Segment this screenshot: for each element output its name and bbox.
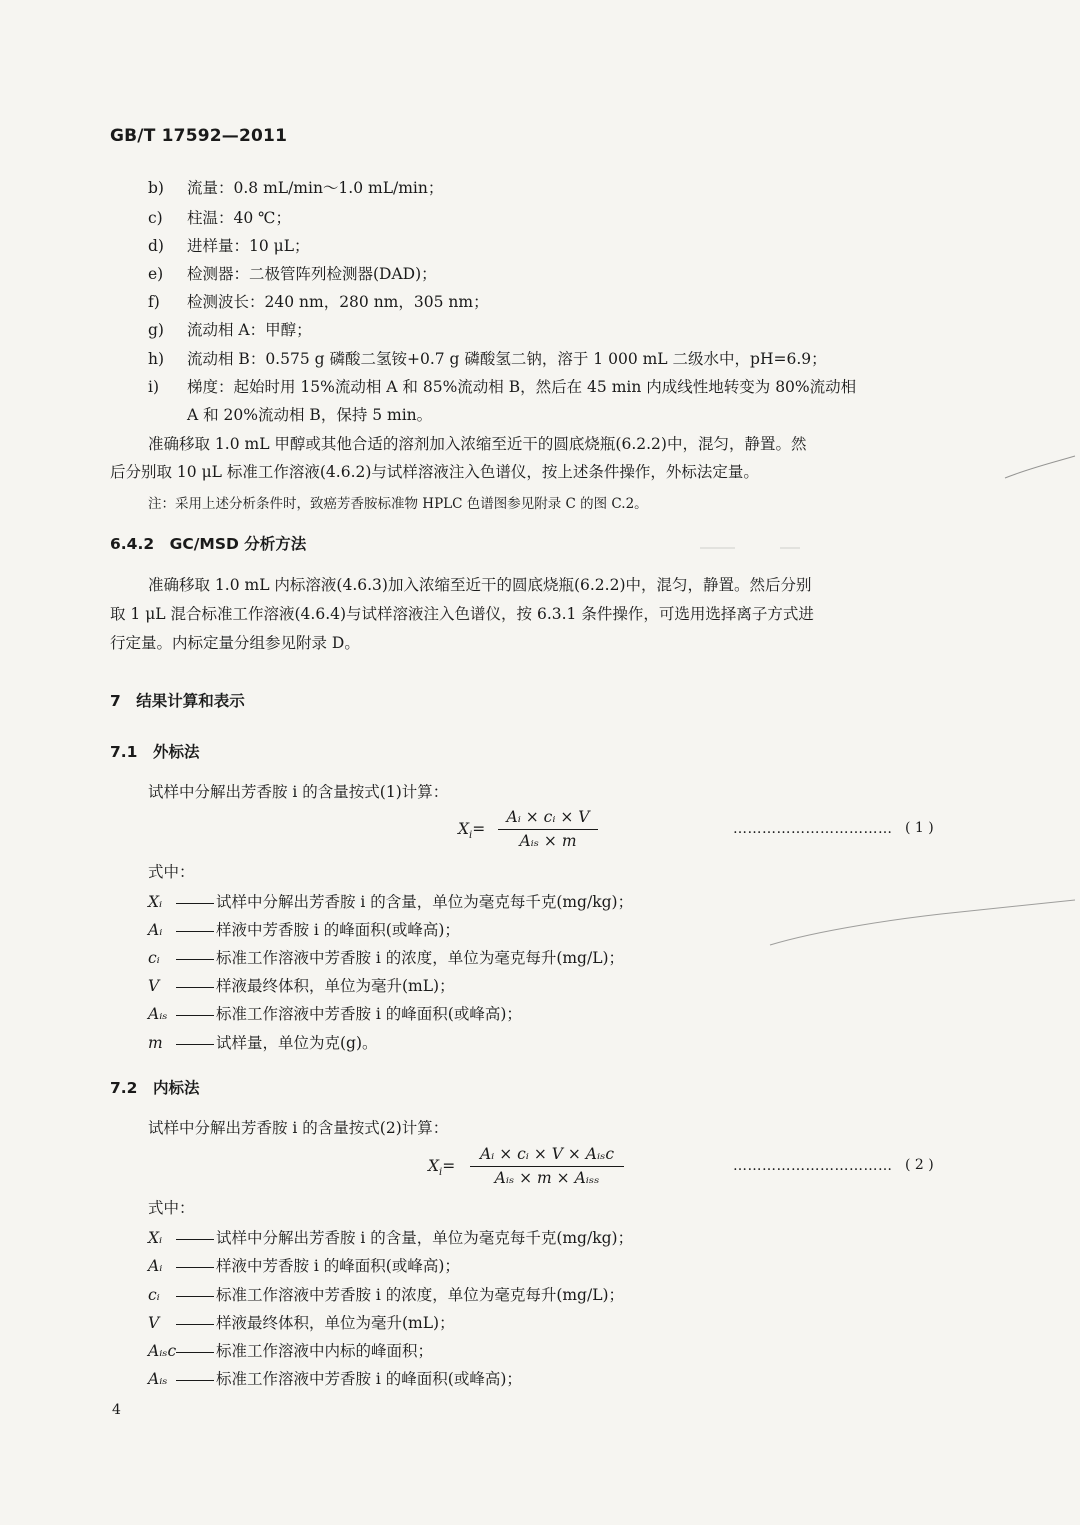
where-label: 式中： [148, 1199, 195, 1217]
list-label: i) [148, 378, 160, 396]
list-label: h) [148, 350, 165, 368]
formula-numerator: Aᵢ × cᵢ × V [506, 808, 590, 826]
variable-row: Xᵢ 试样中分解出芳香胺 i 的含量，单位为毫克每千克(mg/kg)； [148, 893, 634, 911]
variable-row: V 样液最终体积，单位为毫升(mL)； [148, 977, 455, 995]
section-heading-7-1: 7.1 外标法 [110, 743, 200, 761]
variable-row: V 样液最终体积，单位为毫升(mL)； [148, 1314, 455, 1332]
page-number: 4 [112, 1402, 121, 1418]
list-label: d) [148, 237, 164, 255]
equation-number: ( 2 ) [905, 1157, 934, 1173]
standard-header: GB/T 17592—2011 [110, 126, 288, 146]
formula-lhs: $X_i=$ [428, 1157, 456, 1179]
paragraph-line: 准确移取 1.0 mL 内标溶液(4.6.3)加入浓缩至近干的圆底烧瓶(6.2.2)中，混匀，静置。然后分别 [148, 576, 812, 594]
formula-denominator: Aᵢₛ × m × Aᵢₛₛ [494, 1169, 600, 1187]
formula-numerator: Aᵢ × cᵢ × V × Aᵢₛc [479, 1145, 615, 1163]
paragraph-line: 试样中分解出芳香胺 i 的含量按式(1)计算： [148, 783, 449, 801]
list-item: 检测器：二极管阵列检测器(DAD)； [187, 265, 437, 283]
variable-row: Aᵢ 样液中芳香胺 i 的峰面积(或峰高)； [148, 1257, 460, 1275]
leader-dots: …………………………… [733, 821, 893, 837]
section-heading-6-4-2: 6.4.2 GC/MSD 分析方法 [110, 535, 307, 553]
list-label: c) [148, 209, 163, 227]
variable-row: Aᵢₛ 标准工作溶液中芳香胺 i 的峰面积(或峰高)； [148, 1370, 522, 1388]
variable-row: m 试样量，单位为克(g)。 [148, 1034, 378, 1052]
variable-row: cᵢ 标准工作溶液中芳香胺 i 的浓度，单位为毫克每升(mg/L)； [148, 949, 625, 967]
leader-dots: …………………………… [733, 1158, 893, 1174]
variable-row: cᵢ 标准工作溶液中芳香胺 i 的浓度，单位为毫克每升(mg/L)； [148, 1286, 625, 1304]
variable-row: Xᵢ 试样中分解出芳香胺 i 的含量，单位为毫克每千克(mg/kg)； [148, 1229, 634, 1247]
paragraph-line: 行定量。内标定量分组参见附录 D。 [110, 634, 360, 652]
formula-lhs: $X_i=$ [458, 820, 486, 842]
variable-row: Aᵢ 样液中芳香胺 i 的峰面积(或峰高)； [148, 921, 460, 939]
list-item-continuation: A 和 20%流动相 B，保持 5 min。 [187, 406, 433, 424]
list-item: 梯度：起始时用 15%流动相 A 和 85%流动相 B，然后在 45 min 内成线性地转变为 80%流动相 [187, 378, 857, 396]
list-label: e) [148, 265, 164, 283]
variable-row: Aᵢₛc 标准工作溶液中内标的峰面积； [148, 1342, 434, 1360]
list-item: 流动相 A：甲醇； [187, 321, 312, 339]
variable-row: Aᵢₛ 标准工作溶液中芳香胺 i 的峰面积(或峰高)； [148, 1005, 522, 1023]
list-label: f) [148, 293, 160, 311]
paragraph-line: 准确移取 1.0 mL 甲醇或其他合适的溶剂加入浓缩至近干的圆底烧瓶(6.2.2)中，混匀，静置。然 [148, 435, 807, 453]
section-heading-7: 7 结果计算和表示 [110, 692, 245, 710]
note: 注：采用上述分析条件时，致癌芳香胺标准物 HPLC 色谱图参见附录 C 的图 C.2。 [148, 496, 648, 512]
list-item: 流量：0.8 mL/min～1.0 mL/min； [187, 179, 444, 197]
formula-denominator: Aᵢₛ × m [519, 832, 577, 850]
list-item: 柱温：40 ℃； [187, 209, 291, 227]
paragraph-line: 后分别取 10 μL 标准工作溶液(4.6.2)与试样溶液注入色谱仪，按上述条件操作，外标法定量。 [110, 463, 759, 481]
where-label: 式中： [148, 863, 195, 881]
list-item: 流动相 B：0.575 g 磷酸二氢铵+0.7 g 磷酸氢二钠，溶于 1 000 mL 二级水中，pH=6.9； [187, 350, 827, 368]
section-heading-7-2: 7.2 内标法 [110, 1079, 200, 1097]
list-item: 检测波长：240 nm，280 nm，305 nm； [187, 293, 489, 311]
list-label: g) [148, 321, 164, 339]
list-item: 进样量：10 μL； [187, 237, 310, 255]
paragraph-line: 取 1 μL 混合标准工作溶液(4.6.4)与试样溶液注入色谱仪，按 6.3.1 条件操作，可选用选择离子方式进 [110, 605, 814, 623]
paragraph-line: 试样中分解出芳香胺 i 的含量按式(2)计算： [148, 1119, 449, 1137]
list-label: b) [148, 179, 164, 197]
equation-number: ( 1 ) [905, 820, 934, 836]
